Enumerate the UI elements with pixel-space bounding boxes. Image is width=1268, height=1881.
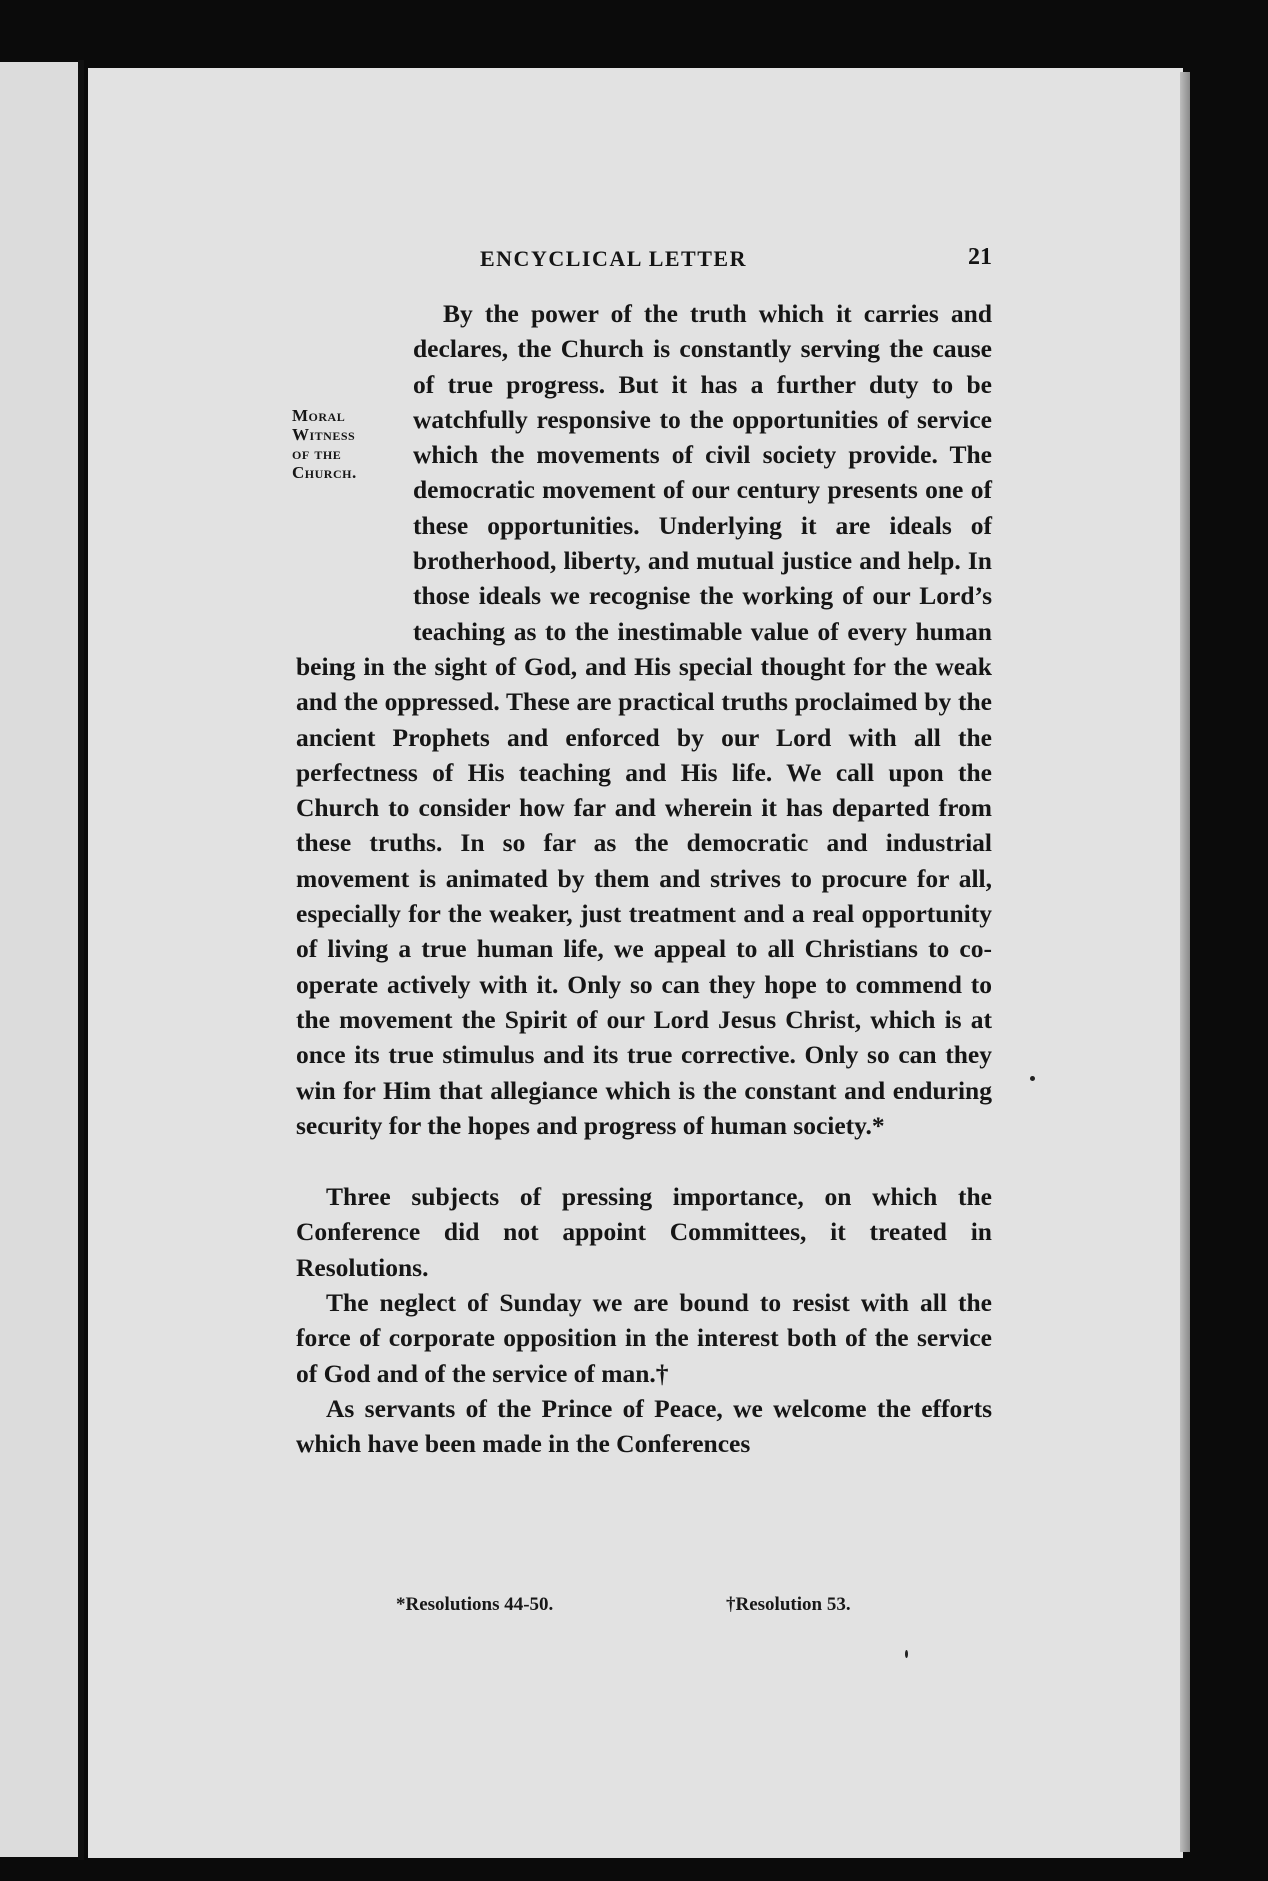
body-text (292, 296, 992, 1462)
footnote-resolution: †Resolution 53. (726, 1594, 851, 1615)
paragraph-text: By the power of the truth which it carries and declares, the Church is constantly serving the cause of true progress. But it has a further duty to be watchfully responsive to the opportunities of service which the movements of civil society provide. The democratic movement of our century presents one of these opportunities. Underlying it are ideals of brotherhood, liberty, and mutual justice and help. In those ideals we recognise the working of our Lord’s teaching as to the inestimable value of every human being in the sight of God, and His special thought for the weak and the oppressed. These are practical truths proclaimed by the ancient Prophets and enforced by our Lord with all the perfectness of His teaching and His life. We call upon the Church to consider how far and wherein it has departed from these truths. In so far as the democratic and industrial movement is animated by them and strives to procure for all, especially for the weaker, just treatment and a real opportunity of living a true human life, we appeal to all Christians to co-operate actively with it. Only so can they hope to commend to the movement the Spirit of our Lord Jesus Christ, which is at once its true stimulus and its true corrective. Only so can they win for Him that allegiance which is the constant and enduring security for the hopes and progress of human society.* (296, 299, 992, 1140)
paragraph-peace: As servants of the Prince of Peace, we welcome the efforts which have been made in the Conferences (296, 1393, 992, 1459)
footnote-resolutions: *Resolutions 44-50. (396, 1594, 554, 1615)
paragraph-moral-witness (292, 296, 992, 1143)
marginal-note (292, 296, 405, 616)
marginal-note-text: Moral Witness of the Church. (292, 406, 357, 482)
previous-page-edge (0, 62, 82, 1857)
paragraph-three-subjects: Three subjects of pressing importance, on which the Conference did not appoint Committees, it treated in Resolutions. (296, 1182, 992, 1282)
page-edge-shadow (1180, 72, 1190, 1852)
scan-speck (905, 1650, 908, 1658)
running-head (300, 246, 992, 276)
binding-gutter (78, 60, 84, 1860)
page-number: 21 (968, 244, 992, 270)
scan-speck (1030, 1076, 1035, 1081)
paragraph-sunday: The neglect of Sunday we are bound to resist with all the force of corporate opposition in the interest both of the service of God and of the service of man.† (296, 1288, 992, 1388)
running-title: ENCYCLICAL LETTER (480, 246, 747, 271)
footnotes (396, 1594, 916, 1624)
